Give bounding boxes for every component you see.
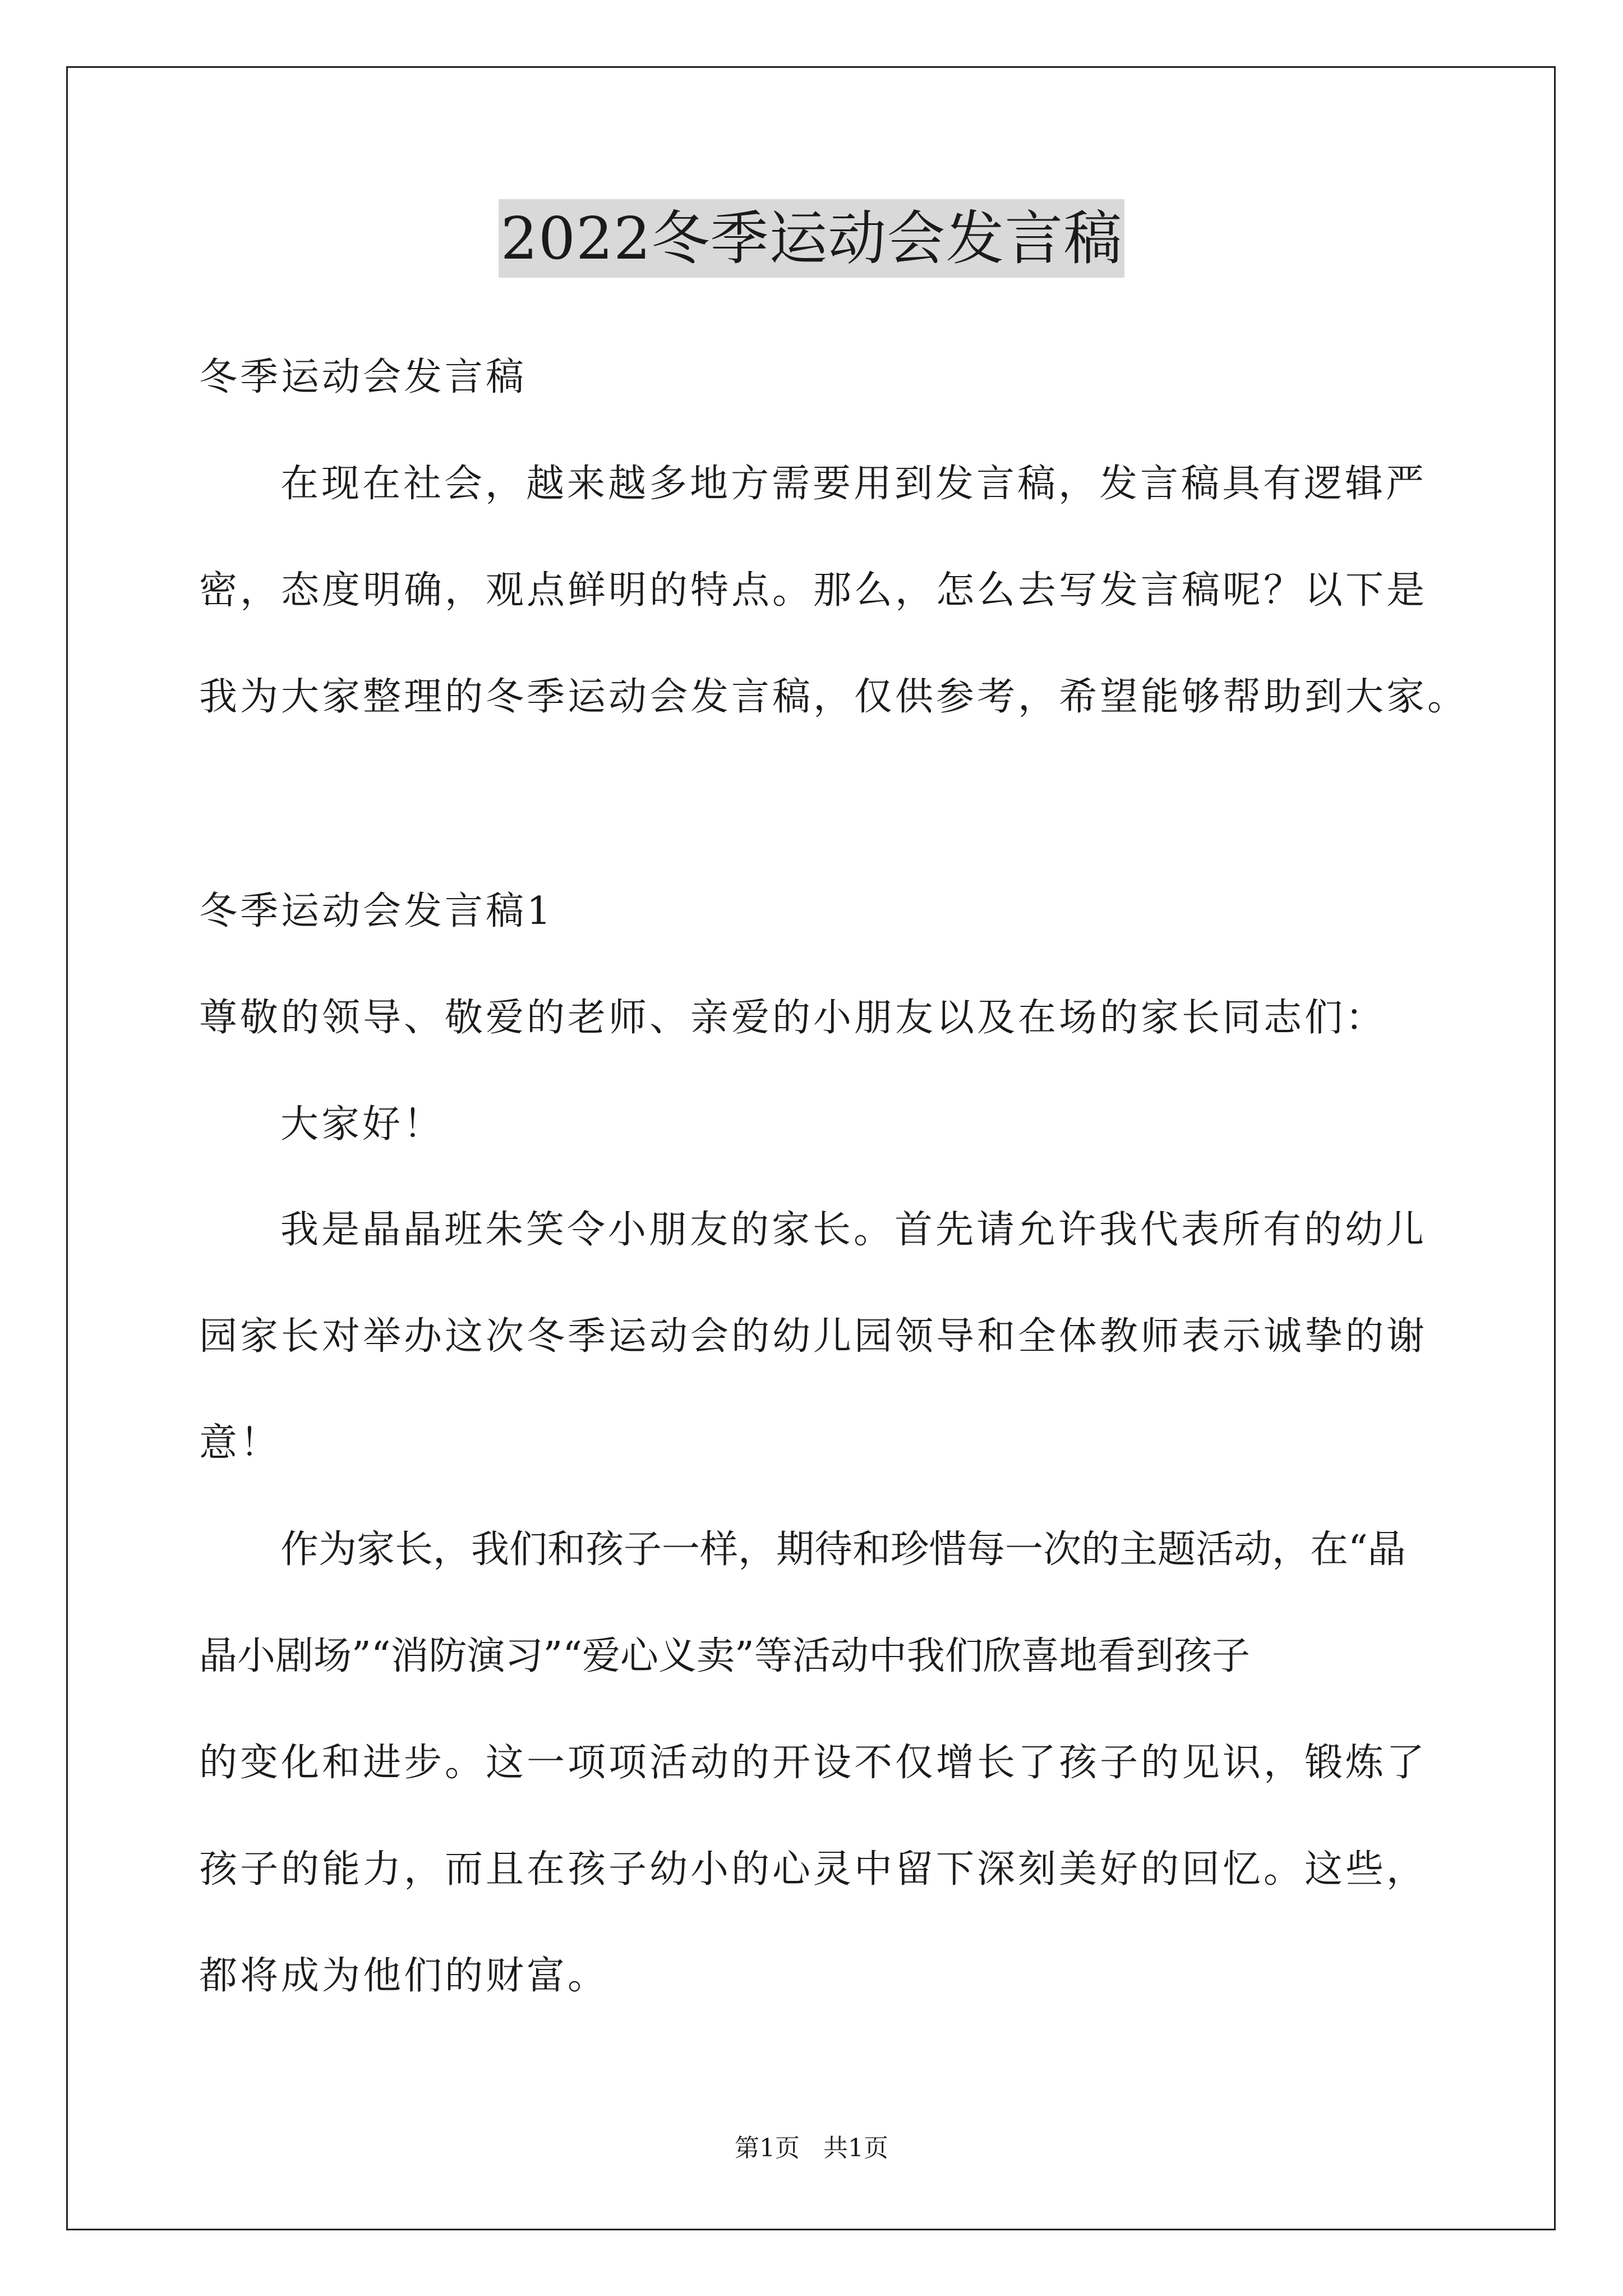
paragraph-line: 的变化和进步。这一项项活动的开设不仅增长了孩子的见识，锻炼了: [199, 1741, 1428, 1785]
section-heading: 冬季运动会发言稿1: [199, 889, 554, 933]
paragraph-line: 都将成为他们的财富。: [199, 1954, 609, 1998]
paragraph-line: 我是晶晶班朱笑令小朋友的家长。首先请允许我代表所有的幼儿: [280, 1208, 1427, 1252]
paragraph-line: 大家好！: [280, 1102, 445, 1147]
paragraph-line: 作为家长，我们和孩子一样，期待和珍惜每一次的主题活动，在“晶: [280, 1527, 1406, 1572]
paragraph-line: 意！: [199, 1421, 282, 1465]
section-heading: 冬季运动会发言稿: [199, 355, 527, 399]
paragraph-line: 孩子的能力，而且在孩子幼小的心灵中留下深刻美好的回忆。这些，: [199, 1847, 1428, 1892]
paragraph-line: 在现在社会，越来越多地方需要用到发言稿，发言稿具有逻辑严: [280, 462, 1427, 506]
page-footer: 第1页 共1页: [735, 2134, 888, 2162]
paragraph-line: 园家长对举办这次冬季运动会的幼儿园领导和全体教师表示诚挚的谢: [199, 1314, 1428, 1359]
paragraph-line: 我为大家整理的冬季运动会发言稿，仅供参考，希望能够帮助到大家。: [199, 675, 1469, 719]
paragraph-line: 密，态度明确，观点鲜明的特点。那么，怎么去写发言稿呢？以下是: [199, 568, 1428, 613]
paragraph-line: 尊敬的领导、敬爱的老师、亲爱的小朋友以及在场的家长同志们：: [199, 996, 1387, 1040]
document-title: 2022冬季运动会发言稿: [499, 199, 1125, 278]
title-container: [0, 199, 1623, 278]
paragraph-line: 晶小剧场”“消防演习”“爱心义卖”等活动中我们欣喜地看到孩子: [199, 1634, 1250, 1678]
